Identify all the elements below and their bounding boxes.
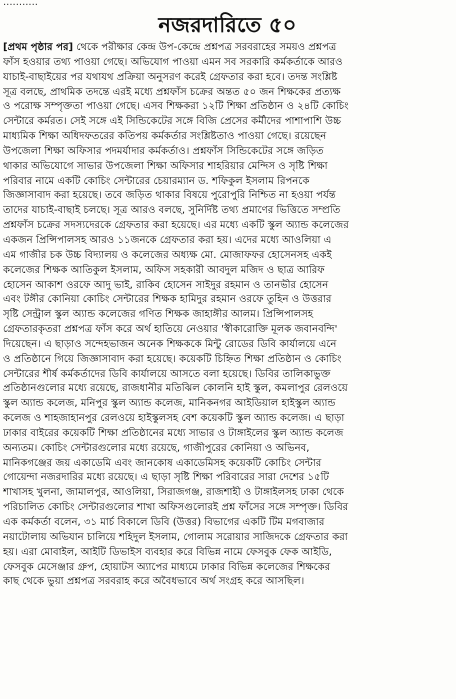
article-line: এম গাজীর চক উচ্চ বিদ্যালয় ও কলেজের অধ্যক্ষ মো. মোজাফফর হোসেনসহ একই [3,249,332,261]
article-body [3,41,452,590]
article-line: যাচাই-বাছাইয়ের পর যথাযথ প্রক্রিয়া অনুসরণ করেই গ্রেফতার করা হবে। তদন্ত সংশ্লিষ্ট [3,71,338,83]
article-line: প্রতিষ্ঠানগুলোর মধ্যে রয়েছে, রাজধানীর মতিঝিল কোলনি হাই স্কুল, কমলাপুর রেলওয়ে [3,383,348,395]
article-line: হয়। এরা মোবাইল, আইটি ডিভাইস ব্যবহার করে বিভিন্ন নামে ফেসবুক ফেক আইডি, [3,546,332,558]
article-line [3,41,452,56]
headline: নজরদারিতে ৫০ [158,13,297,37]
article-line-text: থেকে পরীক্ষার কেন্দ্র উপ-কেন্দ্রে প্রশ্নপত্র সরবরাহের সময়ও প্রশ্নপত্র [76,42,337,53]
article-line: সেন্টারে কর্মরত। সেই সঙ্গে এই সিন্ডিকেটের সঙ্গে বিজি প্রেসের কর্মীদের পাশাপাশি উচ্চ [3,116,342,128]
top-cropped-text: ........... [3,0,38,8]
article-line: নয়াটোলায় অভিযান চালিয়ে শহিদুল ইসলাম, গোলাম সরোয়ার সাজিদকে গ্রেফতার করা [3,531,348,543]
article-line: একজন প্রিন্সিপালসহ আরও ১১জনকে গ্রেফতার করা হয়। এদের মধ্যে আওলিয়া এ [3,234,332,246]
article-line: শাখাসহ খুলনা, জামালপুর, আওলিয়া, সিরাজগঞ্জ, রাজশাহী ও টাঙ্গাইলসহ ঢাকা থেকে [3,487,344,499]
article-line: গোয়েন্দা নজরদারির মধ্যে রয়েছে। এ ছাড়া সৃষ্টি শিক্ষা পরিবারের সারা দেশের ১৫টি [3,472,329,484]
article-line: কলেজের শিক্ষক আতিকুল ইসলাম, অফিস সহকারী আবদুল মজিদ ও ছাত্র আরিফ [3,264,325,276]
article-line: ও পরোক্ষ সম্পৃক্ততা পাওয়া গেছে। এসব শিক্ষকরা ১২টি শিক্ষা প্রতিষ্ঠান ও ২৪টি কোচিং [3,101,349,113]
article-line: পরিবার নামে একটি কোচিং সেন্টারের চেয়ারম্যান ড. শফিকুল ইসলাম রিপনকে [3,175,310,187]
article-line: তাদের যাচাই-বাছাই চলছে। সূত্র আরও বলছে, সুনির্দিষ্ট তথ্য প্রমাণের ভিত্তিতে সম্প্রতি [3,205,341,217]
continuation-tag: [প্রথম পৃষ্ঠার পর] [3,42,74,53]
article-line: কলেজ ও শাহজাহানপুর রেলওয়ে হাইস্কুলসহ বেশ কয়েকটি স্কুল অ্যান্ড কলেজ। এ ছাড়া [3,413,345,425]
article-line: ফাঁস হওয়ার তথ্য পাওয়া গেছে। অভিযোগ পাওয়া এমন সব সরকারি কর্মকর্তাকে আরও [3,56,343,68]
article-line: ফেসবুক মেসেঞ্জার গ্রুপ, হোয়াটস অ্যাপের মাধ্যমে ঢাকার বিভিন্ন কলেজের শিক্ষকের [3,561,331,573]
article-line: অন্যতম। কোচিং সেন্টারগুলোর মধ্যে রয়েছে, গাজীপুরের কোনিয়া ও অভিনব, [3,442,310,454]
article-line: কাছ থেকে ভুয়া প্রশ্নপত্র সরবরাহ করে অবৈধভাবে অর্থ সংগ্রহ করে আসছিল। [3,576,305,588]
article-line: প্রশ্নফাঁস চক্রের সদস্যদেরকে গ্রেফতার করা হয়েছে। এর মধ্যে একটি স্কুল অ্যান্ড কলেজের [3,220,349,232]
article-line: এক কর্মকর্তা বলেন, ৩১ মার্চ বিকালে ডিবি (উত্তর) বিভাগের একটি টিম মগবাজার [3,517,325,528]
article-line: দিয়েছেন। এ ছাড়াও সন্দেহভাজন অনেক শিক্ষককে মিন্টু রোডের ডিবি কার্যালয়ে এনে [3,338,337,350]
article-line: সৃষ্টি সেন্ট্রাল স্কুল অ্যান্ড কলেজের গণিত শিক্ষক জাহাঙ্গীর আলম। প্রিন্সিপালসহ [3,309,313,321]
article-line: ও প্রতিষ্ঠানে গিয়ে জিজ্ঞাসাবাদ করা হয়েছে। কয়েকটি চিহ্নিত শিক্ষা প্রতিষ্ঠান ও কোচিং [3,353,342,365]
article-line: মাধ্যমিক শিক্ষা অধিদফতরের কতিপয় কর্মকর্তার সংশ্লিষ্টতাও পাওয়া গেছে। রয়েছেন [3,131,327,143]
article-line: এবং টঙ্গীর কোনিয়া কোচিং সেন্টারের শিক্ষক হামিদুর রহমান ওরফে তুহিন ও উত্তরার [3,294,332,306]
article-line: সূত্র বলছে, প্রাথমিক তদন্তে এরই মধ্যে প্রশ্নফাঁস চক্রের অন্তত ৫০ জন শিক্ষকের প্রত্যক্ষ [3,86,341,98]
article-line: পরিচালিত কোচিং সেন্টারগুলোর শাখা অফিসগুলোরই প্রশ্ন ফাঁসের সঙ্গে সম্পৃক্ত। ডিবির [3,502,349,514]
article-line: উপজেলা শিক্ষা অফিসার পদমর্যাদার কর্মকর্তাও। প্রশ্নফাঁস সিন্ডিকেটের সঙ্গে জড়িত [3,145,324,157]
article-line: সেন্টারের শীর্ষ কর্মকর্তাদের ডিবি কার্যালয়ে আসতে বলা হয়েছে। ডিবির তালিকাভুক্ত [3,368,331,380]
article-line: হোসেন আকাশ ওরফে আদু ভাই, রাকিব হোসেন সাইদুর রহমান ও তানভীর হোসেন [3,279,329,291]
article-lines [3,41,452,590]
article-line: মানিকগঞ্জের জয় একাডেমি এবং জানকোষ একাডেমিসহ কয়েকটি কোচিং সেন্টার [3,457,322,469]
article-line: গ্রেফতারকৃতরা প্রশ্নপত্র ফাঁস করে অর্থ হাতিয়ে নেওয়ার 'স্বীকারোক্তি মূলক জবানবন্দি' [3,324,338,336]
article-line: জিজ্ঞাসাবাদ করা হয়েছে। তবে জড়িত থাকার বিষয়ে পুরোপুরি নিশ্চিত না হওয়া পর্যন্ত [3,190,336,202]
article-line: স্কুল অ্যান্ড কলেজ, মনিপুর স্কুল অ্যান্ড কলেজ, মানিকনগর আইডিয়াল হাইস্কুল অ্যান্ড [3,398,336,410]
article-line: ঢাকার বাইরের কয়েকটি শিক্ষা প্রতিষ্ঠানের মধ্যে সাভার ও টাঙ্গাইলের স্কুল অ্যান্ড কলেজ [3,427,344,439]
article-line: থাকার অভিযোগে সাভার উপজেলা শিক্ষা অফিসার শাহরিয়ার মেন্দিস ও সৃষ্টি শিক্ষা [3,160,328,172]
